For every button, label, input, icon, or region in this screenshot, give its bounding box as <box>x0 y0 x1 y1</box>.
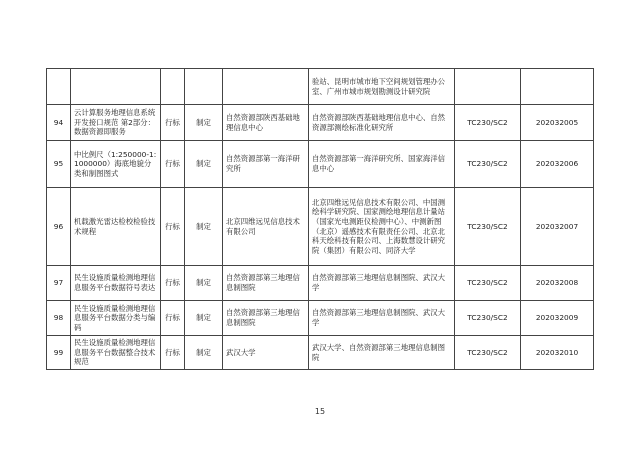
lead-unit: 自然资源部第三地理信息制图院 <box>223 266 309 301</box>
plan-number: 202032005 <box>521 105 594 141</box>
revision-nature: 制定 <box>185 141 223 188</box>
participating-units: 验站、昆明市城市地下空间规划管理办公室、广州市城市规划勘测设计研究院 <box>309 69 455 105</box>
technical-committee: TC230/SC2 <box>455 301 521 336</box>
table-row <box>47 105 594 141</box>
revision-nature: 制定 <box>185 336 223 370</box>
plan-number: 202032008 <box>521 266 594 301</box>
lead-unit: 武汉大学 <box>223 336 309 370</box>
table-row <box>47 266 594 301</box>
plan-number: 202032006 <box>521 141 594 188</box>
revision-nature <box>185 69 223 105</box>
plan-number: 202032010 <box>521 336 594 370</box>
row-number: 97 <box>47 266 71 301</box>
participating-units: 自然资源部陕西基础地理信息中心、自然资源部测绘标准化研究所 <box>309 105 455 141</box>
technical-committee: TC230/SC2 <box>455 266 521 301</box>
table-row <box>47 188 594 266</box>
standard-name: 民生设施质量检测地理信息服务平台数据符号表达 <box>71 266 161 301</box>
standard-name: 民生设施质量检测地理信息服务平台数据整合技术规范 <box>71 336 161 370</box>
lead-unit: 北京四维远见信息技术有限公司 <box>223 188 309 266</box>
standard-type: 行标 <box>161 105 185 141</box>
standard-type: 行标 <box>161 188 185 266</box>
standard-name: 机载激光雷达检校检验技术规程 <box>71 188 161 266</box>
standard-type: 行标 <box>161 301 185 336</box>
row-number: 99 <box>47 336 71 370</box>
table-row <box>47 141 594 188</box>
technical-committee: TC230/SC2 <box>455 336 521 370</box>
technical-committee <box>455 69 521 105</box>
standard-name: 民生设施质量检测地理信息服务平台数据分类与编码 <box>71 301 161 336</box>
revision-nature: 制定 <box>185 188 223 266</box>
standard-type: 行标 <box>161 141 185 188</box>
standard-name: 云计算服务地理信息系统开发接口规范 第2部分：数据资源即服务 <box>71 105 161 141</box>
technical-committee: TC230/SC2 <box>455 188 521 266</box>
standard-type: 行标 <box>161 266 185 301</box>
revision-nature: 制定 <box>185 266 223 301</box>
technical-committee: TC230/SC2 <box>455 141 521 188</box>
row-number: 98 <box>47 301 71 336</box>
table-row <box>47 69 594 105</box>
lead-unit: 自然资源部陕西基础地理信息中心 <box>223 105 309 141</box>
participating-units: 武汉大学、自然资源部第三地理信息制图院 <box>309 336 455 370</box>
participating-units: 自然资源部第三地理信息制图院、武汉大学 <box>309 301 455 336</box>
standard-type: 行标 <box>161 336 185 370</box>
participating-units: 自然资源部第一海洋研究所、国家海洋信息中心 <box>309 141 455 188</box>
row-number: 96 <box>47 188 71 266</box>
lead-unit: 自然资源部第一海洋研究所 <box>223 141 309 188</box>
technical-committee: TC230/SC2 <box>455 105 521 141</box>
table-row <box>47 336 594 370</box>
participating-units: 自然资源部第三地理信息制图院、武汉大学 <box>309 266 455 301</box>
row-number: 94 <box>47 105 71 141</box>
plan-number: 202032009 <box>521 301 594 336</box>
table-row <box>47 301 594 336</box>
lead-unit <box>223 69 309 105</box>
row-number <box>47 69 71 105</box>
lead-unit: 自然资源部第三地理信息制图院 <box>223 301 309 336</box>
standard-type <box>161 69 185 105</box>
standard-name: 中比例尺（1:250000-1:1000000）海底地貌分类和制图图式 <box>71 141 161 188</box>
plan-number <box>521 69 594 105</box>
revision-nature: 制定 <box>185 301 223 336</box>
standards-table <box>46 68 594 370</box>
plan-number: 202032007 <box>521 188 594 266</box>
revision-nature: 制定 <box>185 105 223 141</box>
page-number: 15 <box>314 407 326 416</box>
standard-name <box>71 69 161 105</box>
participating-units: 北京四维远见信息技术有限公司、中国测绘科学研究院、国家测绘地理信息计量站（国家光电测距仪检测中心）、中测新图（北京）遥感技术有限责任公司、北京北科天绘科技有限公司、上海数慧设计研究院（集团）有限公司、同济大学 <box>309 188 455 266</box>
row-number: 95 <box>47 141 71 188</box>
